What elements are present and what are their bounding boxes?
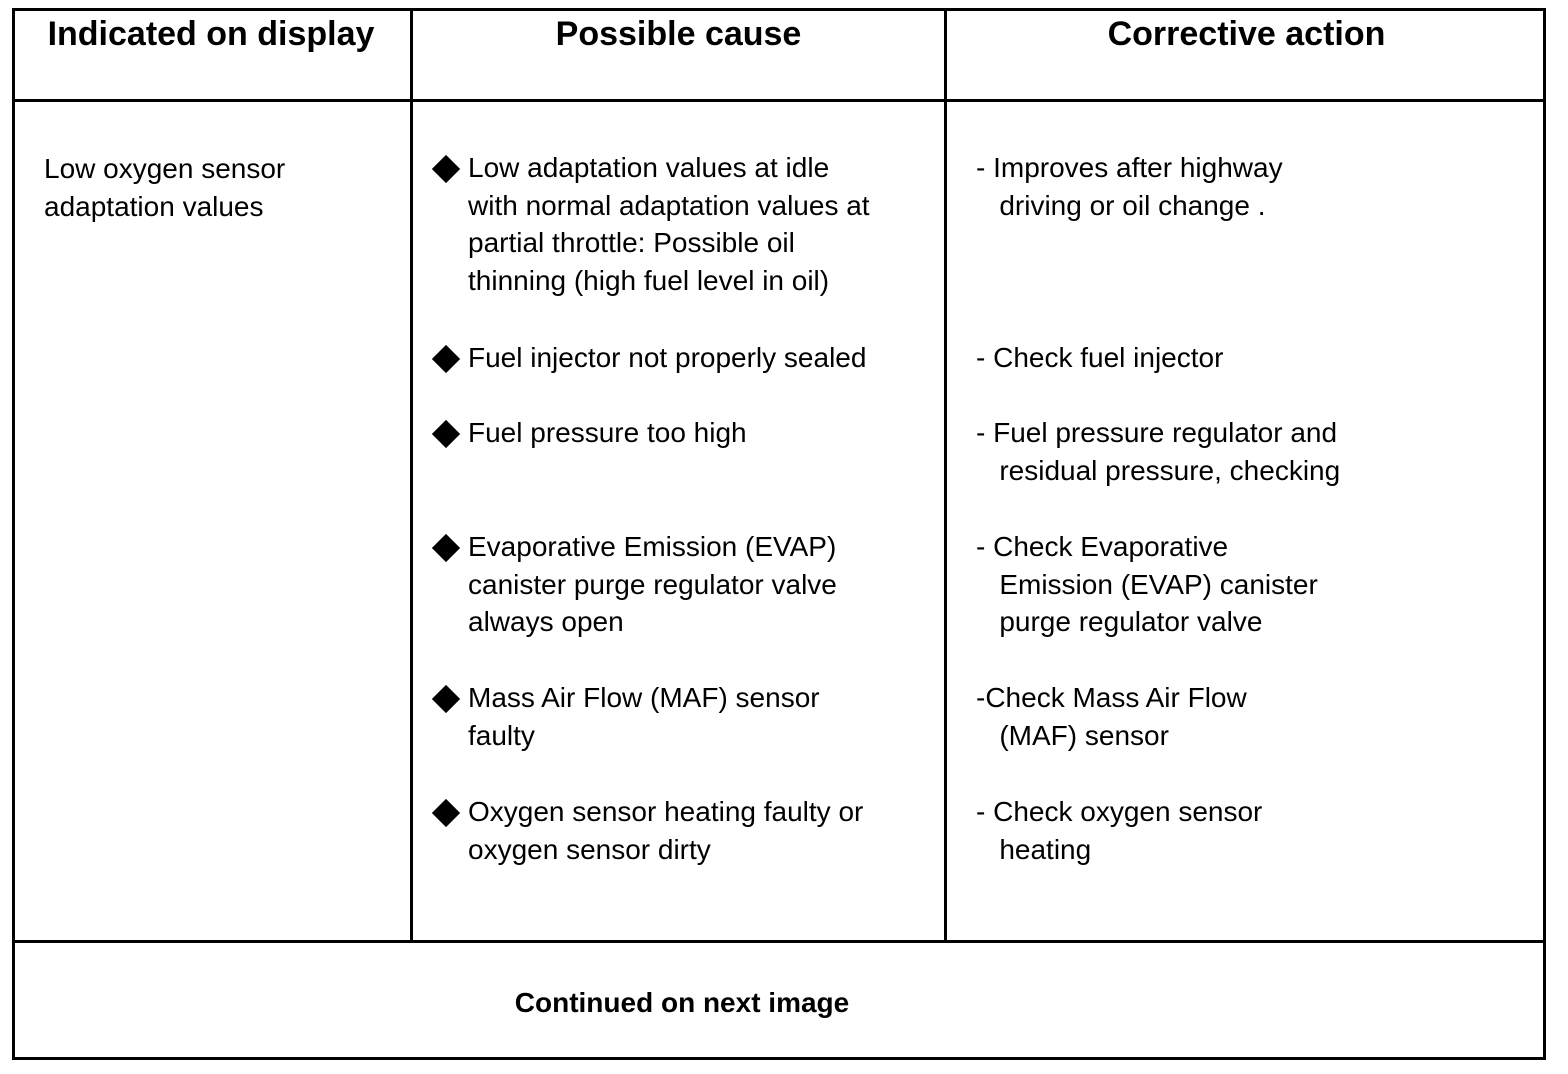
cause-text: Fuel injector not properly sealed <box>468 342 867 373</box>
diamond-bullet-icon <box>430 153 462 185</box>
action-text: -Check Mass Air Flow (MAF) sensor <box>976 682 1247 751</box>
action-text: - Check Evaporative Emission (EVAP) canister purge regulator valve <box>976 531 1318 637</box>
header-display: Indicated on display <box>47 15 375 53</box>
action-text: - Improves after highway driving or oil change . <box>976 152 1283 221</box>
action-text: - Fuel pressure regulator and residual pressure, checking <box>976 417 1341 486</box>
header-divider <box>12 99 1546 102</box>
cause-item <box>430 679 930 754</box>
display-value: Low oxygen sensor adaptation values <box>44 153 286 222</box>
continued-note: Continued on next image <box>514 987 850 1018</box>
cause-text: Evaporative Emission (EVAP) canister purge regulator valve always open <box>468 531 837 637</box>
action-text: - Check oxygen sensor heating <box>976 796 1263 865</box>
diamond-bullet-icon <box>430 343 462 375</box>
cause-text: Oxygen sensor heating faulty or oxygen sensor dirty <box>468 796 864 865</box>
cause-item <box>430 339 930 377</box>
cause-item <box>430 528 930 641</box>
cause-text: Mass Air Flow (MAF) sensor faulty <box>468 682 820 751</box>
header-cause: Possible cause <box>555 15 802 53</box>
cause-item <box>430 793 930 868</box>
footer-divider <box>12 940 1546 943</box>
header-action: Corrective action <box>1107 15 1386 53</box>
cause-item <box>430 149 930 299</box>
diamond-bullet-icon <box>430 797 462 829</box>
cause-text: Low adaptation values at idle with normal adaptation values at partial throttle: Possible oil thinning (high fuel level in oil) <box>468 152 870 296</box>
column-divider-2 <box>944 8 947 943</box>
diamond-bullet-icon <box>430 683 462 715</box>
column-divider-1 <box>410 8 413 943</box>
cause-text: Fuel pressure too high <box>468 417 747 448</box>
diamond-bullet-icon <box>430 418 462 450</box>
diamond-bullet-icon <box>430 532 462 564</box>
cause-item <box>430 414 930 452</box>
action-text: - Check fuel injector <box>976 342 1224 373</box>
